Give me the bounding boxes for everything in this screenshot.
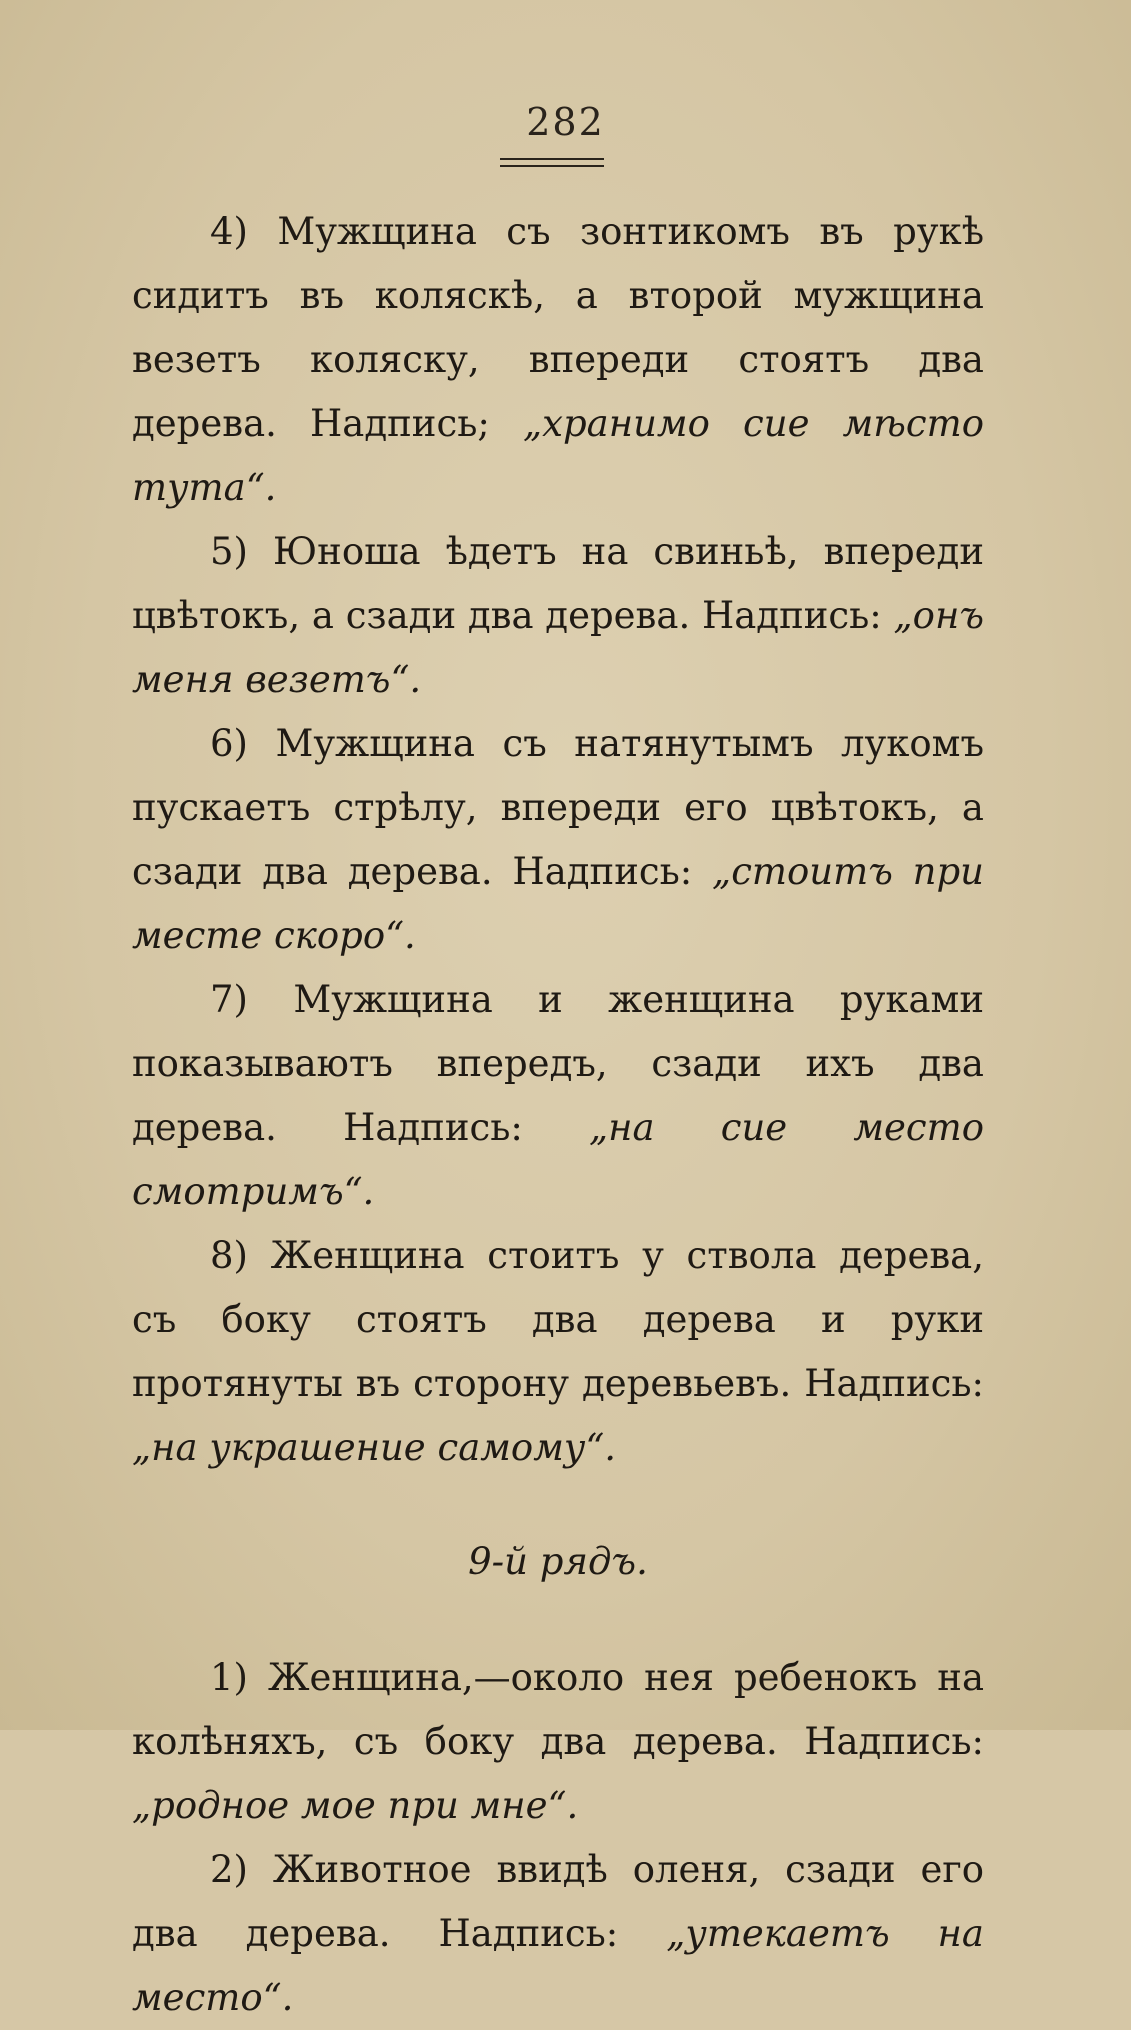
page-number: 282: [526, 100, 605, 144]
item-number: 7): [210, 978, 248, 1021]
page-text: [132, 200, 984, 2030]
item-number: 1): [210, 1656, 248, 1699]
paragraph-row9-item-2: [132, 1838, 984, 2030]
item-number: 4): [210, 210, 248, 253]
item-inscription: „хранимо сие мѣсто тута“.: [132, 402, 985, 509]
item-inscription: „стоитъ при месте скоро“.: [132, 850, 985, 957]
item-number: 2): [210, 1848, 248, 1891]
item-number: 6): [210, 722, 248, 765]
item-number: 8): [210, 1234, 248, 1277]
item-description: Мужщина съ натянутымъ лукомъ пускаетъ стрѣлу, впереди его цвѣтокъ, а сзади два дерева. Надпись:: [132, 722, 985, 893]
item-description: Мужщина и женщина руками показываютъ впередъ, сзади ихъ два дерева. Надпись:: [132, 978, 984, 1149]
item-number: 5): [210, 530, 248, 573]
paragraph-row9-item-1: [132, 1646, 984, 1838]
paragraph-item-4: [132, 200, 984, 520]
paragraph-item-6: [132, 712, 984, 968]
section-heading: 9-й рядъ.: [468, 1540, 648, 1583]
paragraph-item-8: [132, 1224, 984, 1480]
paragraph-item-5: [132, 520, 984, 712]
item-description: Женщина стоитъ у ствола дерева, съ боку стоятъ два дерева и руки протянуты въ сторону деревьевъ. Надпись:: [132, 1234, 984, 1405]
item-description: Юноша ѣдетъ на свиньѣ, впереди цвѣтокъ, а сзади два дерева. Надпись:: [132, 530, 984, 637]
item-inscription: „родное мое при мне“.: [132, 1784, 579, 1827]
item-description: Животное ввидѣ оленя, сзади его два дерева. Надпись:: [132, 1848, 984, 1955]
item-inscription: „на сие место смотримъ“.: [132, 1106, 984, 1213]
item-description: Мужщина съ зонтикомъ въ рукѣ сидитъ въ коляскѣ, а второй мужщина везетъ коляску, впереди стоятъ два дерева. Надпись;: [132, 210, 985, 445]
paragraph-item-7: [132, 968, 984, 1224]
item-inscription: „на украшение самому“.: [132, 1426, 617, 1469]
item-inscription: „утекаетъ на место“.: [132, 1912, 984, 2019]
item-description: Женщина,—около нея ребенокъ на колѣняхъ, съ боку два дерева. Надпись:: [132, 1656, 984, 1763]
item-inscription: „онъ меня везетъ“.: [132, 594, 984, 701]
page-number-double-rule: [500, 158, 604, 167]
